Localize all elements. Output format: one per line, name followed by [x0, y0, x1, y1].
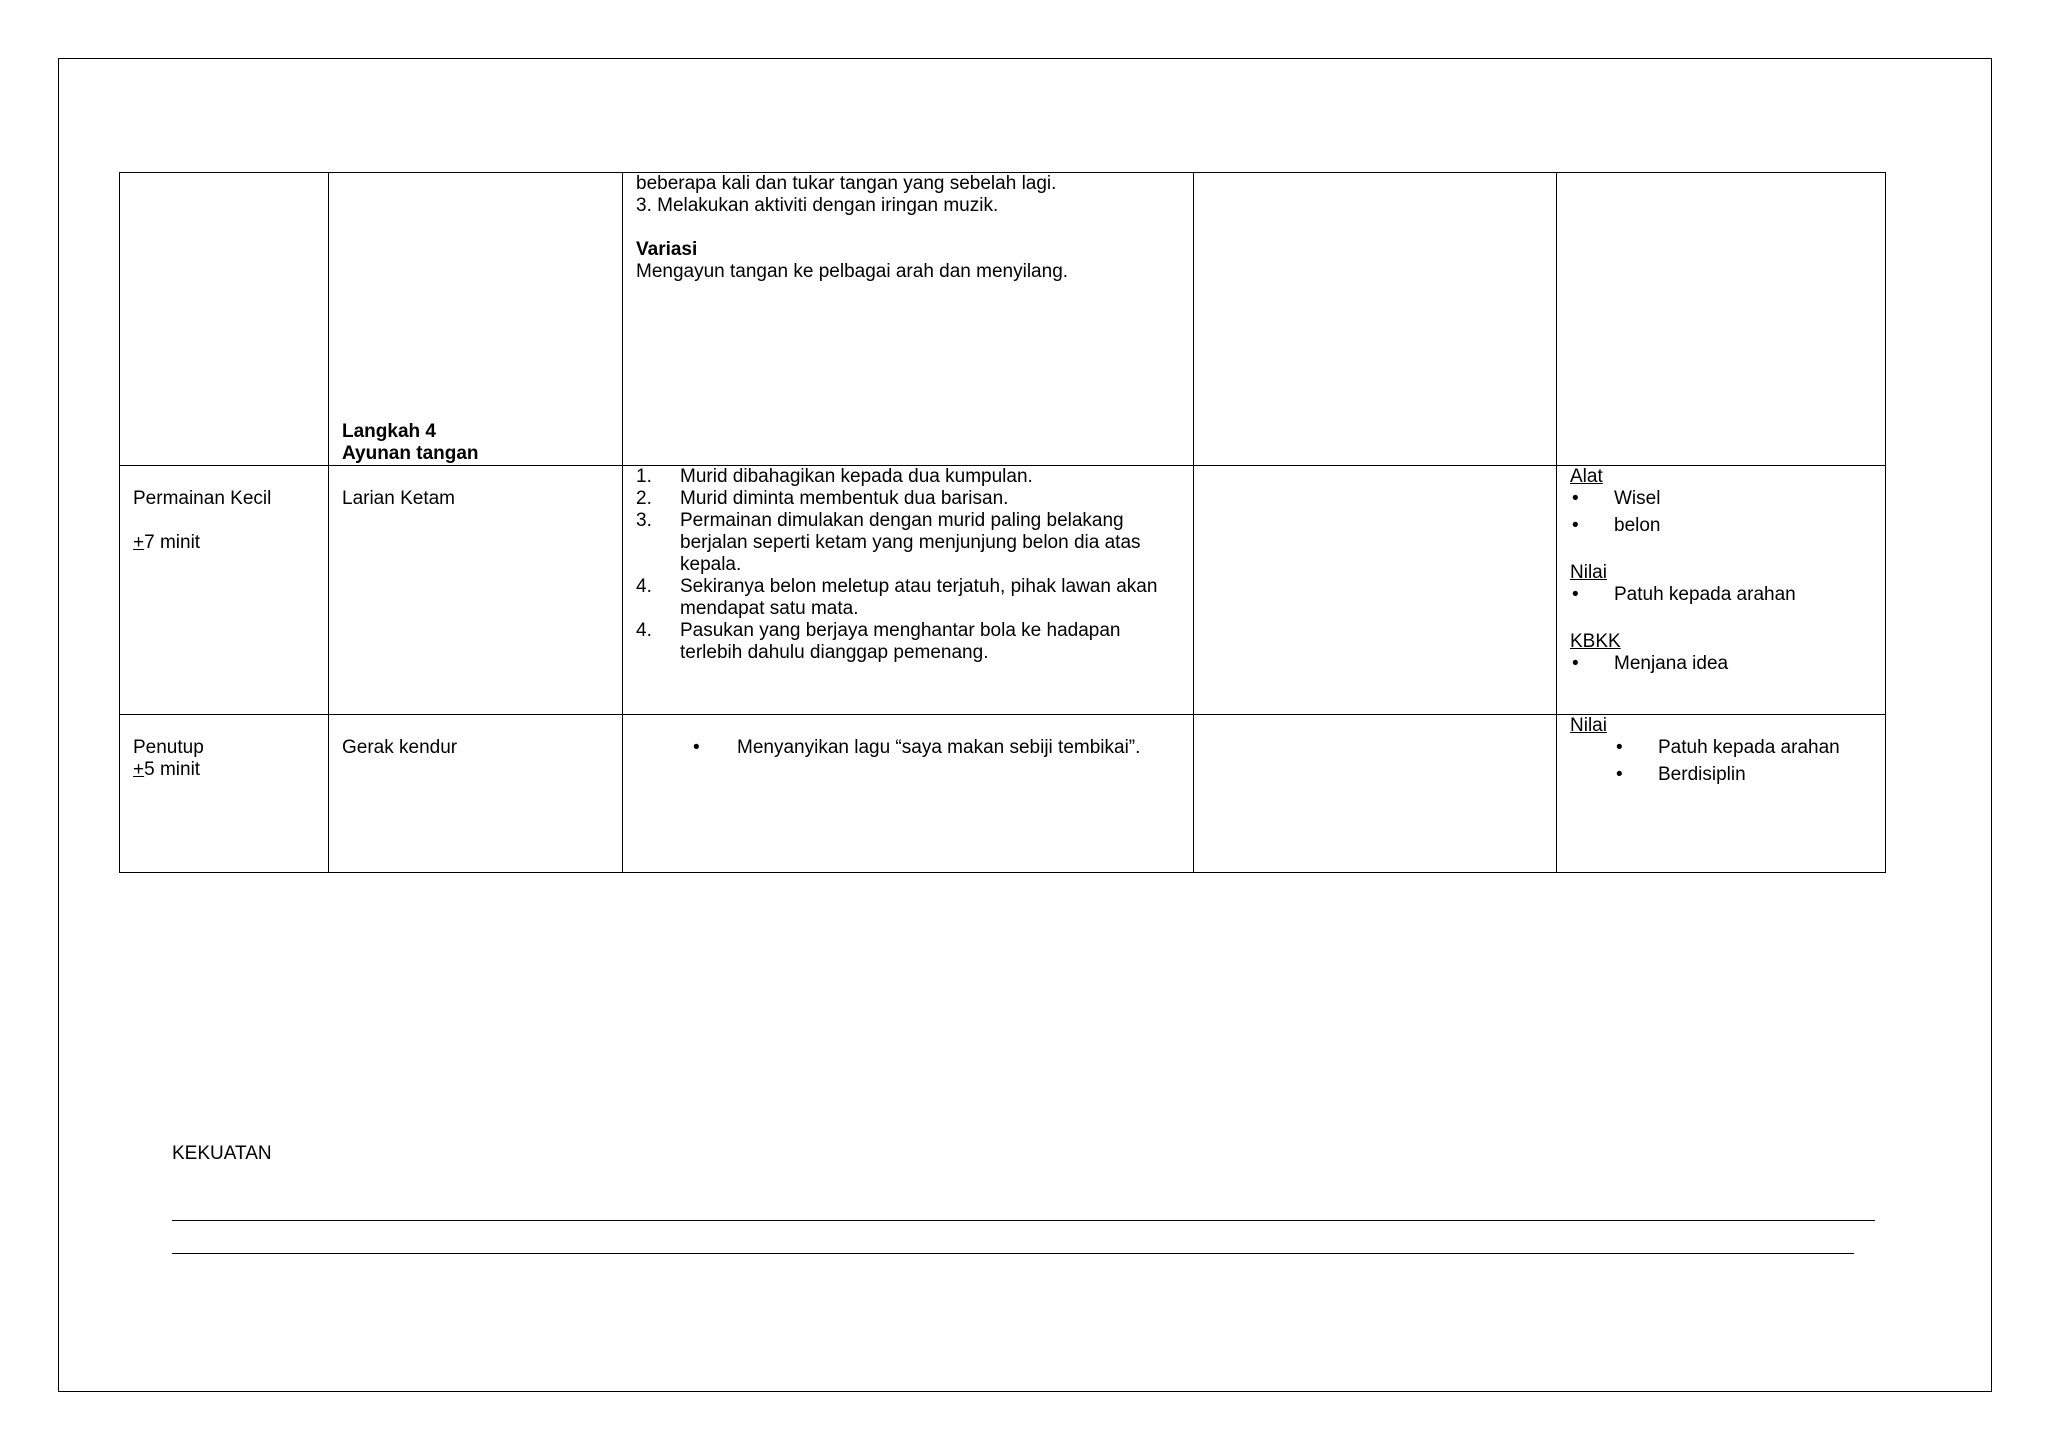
step-time: +5 minit: [133, 759, 201, 780]
list-item: • Berdisiplin: [1570, 764, 1872, 786]
alat-list: [1570, 488, 1872, 537]
list-item: • Menyanyikan lagu “saya makan sebiji tembikai”.: [636, 737, 1180, 759]
list-item: • Wisel: [1570, 488, 1872, 510]
list-item: 2. Murid diminta membentuk dua barisan.: [636, 488, 1009, 509]
cell-empty: [1194, 173, 1557, 466]
cell-content: [623, 173, 1194, 466]
list-item: 1. Murid dibahagikan kepada dua kumpulan.: [636, 466, 1033, 487]
variasi-text: Mengayun tangan ke pelbagai arah dan menyilang.: [636, 261, 1069, 282]
writing-line: [172, 1253, 1854, 1254]
cell-notes: [1557, 173, 1886, 466]
kbkk-title: KBKK: [1570, 631, 1621, 652]
list-item: • belon: [1570, 515, 1872, 537]
cell-notes: [1557, 466, 1886, 715]
list-item: 4. Pasukan yang berjaya menghantar bola ke hadapan terlebih dahulu dianggap pemenang.: [636, 620, 1121, 663]
cell-empty: [1194, 466, 1557, 715]
list-item: • Patuh kepada arahan: [1570, 737, 1872, 759]
cell-step: [120, 173, 329, 466]
list-item: • Menjana idea: [1570, 653, 1872, 675]
cell-step: [120, 466, 329, 715]
table-row: [120, 715, 1886, 873]
cell-content: [623, 466, 1194, 715]
cell-activity: [329, 715, 623, 873]
step-label: Penutup: [133, 737, 204, 758]
activity-subheading: Ayunan tangan: [342, 443, 479, 464]
cell-content: [623, 715, 1194, 873]
content-line: 3. Melakukan aktiviti dengan iringan muzik.: [636, 195, 999, 216]
cell-activity: [329, 173, 623, 466]
activity-heading: Langkah 4: [342, 421, 436, 442]
kekuatan-label: KEKUATAN: [172, 1143, 272, 1164]
cell-notes: [1557, 715, 1886, 873]
list-item: 3. Permainan dimulakan dengan murid paling belakang berjalan seperti ketam yang menjunjung belon dia atas kepala.: [636, 510, 1141, 575]
list-item: • Patuh kepada arahan: [1570, 584, 1872, 606]
table-row: [120, 173, 1886, 466]
list-item: 4. Sekiranya belon meletup atau terjatuh, pihak lawan akan mendapat satu mata.: [636, 576, 1158, 619]
step-list: [636, 466, 1180, 664]
content-line: beberapa kali dan tukar tangan yang sebelah lagi.: [636, 173, 1057, 194]
cell-activity: [329, 466, 623, 715]
table-row: [120, 466, 1886, 715]
nilai-title: Nilai: [1570, 715, 1607, 736]
content-bullets: [636, 737, 1180, 759]
activity-label: Gerak kendur: [342, 737, 458, 758]
nilai-title: Nilai: [1570, 562, 1607, 583]
step-label: Permainan Kecil: [133, 488, 272, 509]
writing-line: [172, 1220, 1875, 1221]
variasi-title: Variasi: [636, 239, 698, 260]
activity-label: Larian Ketam: [342, 488, 456, 509]
nilai-list: [1570, 584, 1872, 606]
cell-empty: [1194, 715, 1557, 873]
nilai-list: [1570, 737, 1872, 786]
lesson-plan-table: [119, 172, 1886, 873]
step-time: +7 minit: [133, 532, 201, 553]
alat-title: Alat: [1570, 466, 1603, 487]
kbkk-list: [1570, 653, 1872, 675]
cell-step: [120, 715, 329, 873]
